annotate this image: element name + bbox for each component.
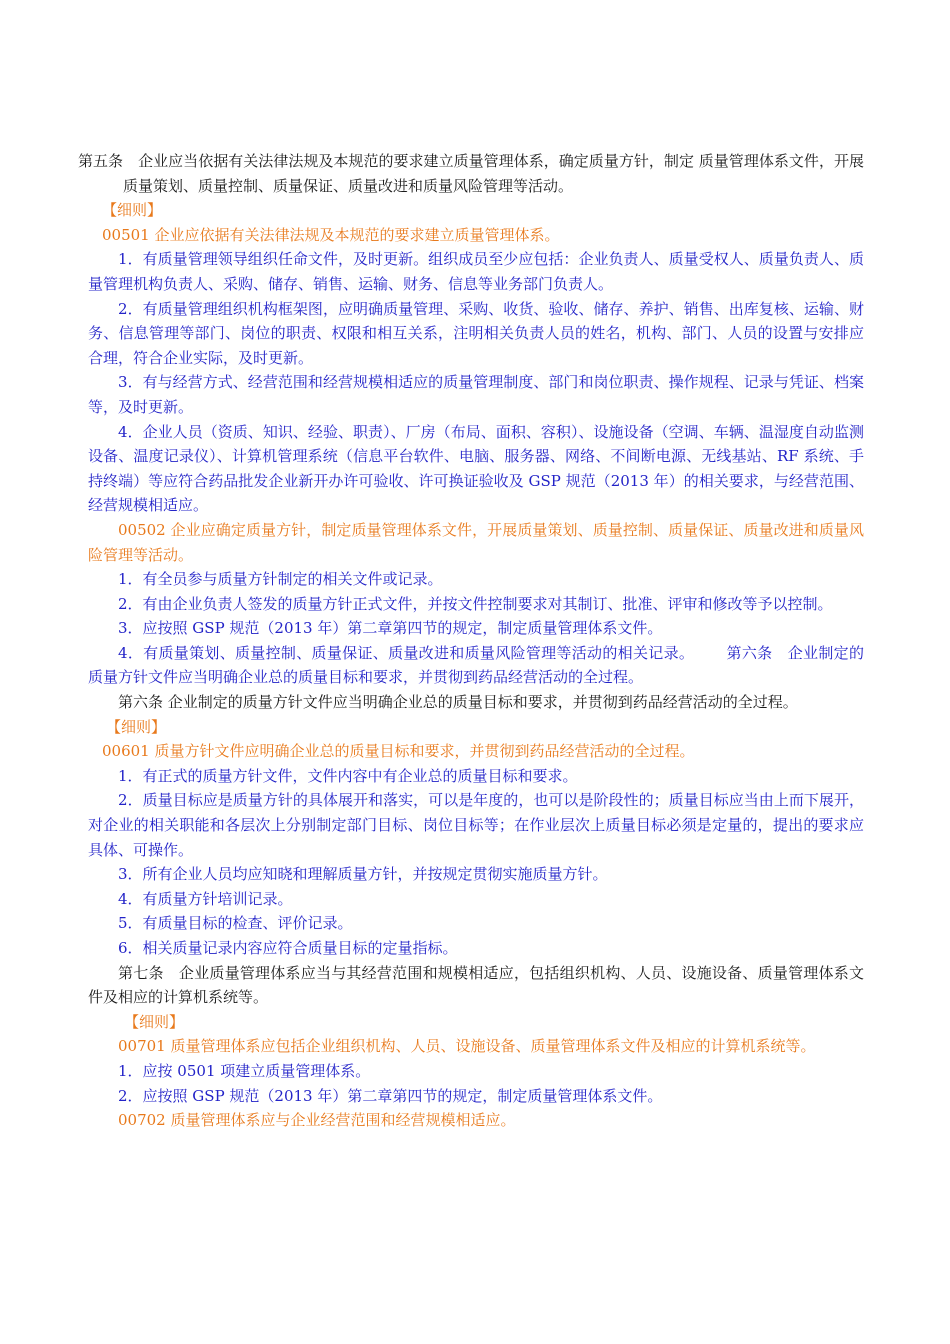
clause-00601-item-3: 3．所有企业人员均应知晓和理解质量方针，并按规定贯彻实施质量方针。 xyxy=(118,865,608,884)
clause-00601-item-6: 6．相关质量记录内容应符合质量目标的定量指标。 xyxy=(118,939,458,957)
rules-label: 【细则】 xyxy=(102,201,163,220)
clause-00702: 00702 质量管理体系应与企业经营范围和经营规模相适应。 xyxy=(118,1111,516,1130)
misplaced-article-6: 第六条 企业制定的质量方针文件应当明确企业总的质量目标和要求，并贯彻到药品经营活动的全过程。 xyxy=(88,643,864,687)
document-body xyxy=(78,149,864,1133)
clause-00501 xyxy=(88,223,864,248)
clause-00502-item-4 xyxy=(88,641,864,690)
clause-00601-item-5: 5．有质量目标的检查、评价记录。 xyxy=(118,914,353,933)
article-6: 第六条 企业制定的质量方针文件应当明确企业总的质量目标和要求，并贯彻到药品经营活动的全过程。 xyxy=(118,693,798,712)
clause-00501-item-1: 1．有质量管理领导组织任命文件，及时更新。组织成员至少应包括：企业负责人、质量受权人、质量负责人、质量管理机构负责人、采购、储存、销售、运输、财务、信息等业务部门负责人。 xyxy=(88,250,864,293)
clause-00502: 00502 企业应确定质量方针，制定质量管理体系文件，开展质量策划、质量控制、质量保证、质量改进和质量风险管理等活动。 xyxy=(88,520,864,564)
clause-00502-item-2: 2．有由企业负责人签发的质量方针正式文件，并按文件控制要求对其制订、批准、评审和修改等予以控制。 xyxy=(118,594,833,613)
clause-00502-item-1: 1．有全员参与质量方针制定的相关文件或记录。 xyxy=(118,570,443,589)
clause-00601 xyxy=(88,739,864,764)
clause-text: 企业应依据有关法律法规及本规范的要求建立质量管理体系。 xyxy=(154,225,560,244)
rules-label: 【细则】 xyxy=(124,1012,185,1031)
clause-00701-item-1: 1．应按 0501 项建立质量管理体系。 xyxy=(118,1061,371,1080)
clause-00501-item-3: 3．有与经营方式、经营范围和经营规模相适应的质量管理制度、部门和岗位职责、操作规程、记录与凭证、档案等，及时更新。 xyxy=(88,373,864,416)
clause-00701: 00701 质量管理体系应包括企业组织机构、人员、设施设备、质量管理体系文件及相应的计算机系统等。 xyxy=(118,1037,816,1056)
article-7: 第七条 企业质量管理体系应当与其经营范围和规模相适应，包括组织机构、人员、设施设备、质量管理体系文件及相应的计算机系统等。 xyxy=(88,963,864,1007)
clause-00601-item-2: 2．质量目标应是质量方针的具体展开和落实，可以是年度的，也可以是阶段性的；质量目标应当由上而下展开，对企业的相关职能和各层次上分别制定部门目标、岗位目标等；在作业层次上质量目标必须是定量的，提出的要求应具体、可操作。 xyxy=(88,791,864,859)
article-5: 第五条 企业应当依据有关法律法规及本规范的要求建立质量管理体系，确定质量方针，制定 质量管理体系文件，开展质量策划、质量控制、质量保证、质量改进和质量风险管理等活动。 xyxy=(78,152,864,195)
item-text: 4．有质量策划、质量控制、质量保证、质量改进和质量风险管理等活动的相关记录。 xyxy=(118,643,695,662)
clause-00501-item-2: 2．有质量管理组织机构框架图，应明确质量管理、采购、收货、验收、储存、养护、销售、出库复核、运输、财务、信息管理等部门、岗位的职责、权限和相互关系，注明相关负责人员的姓名，机构、部门、人员的设置与安排应合理，符合企业实际，及时更新。 xyxy=(88,299,864,367)
clause-00601-item-4: 4．有质量方针培训记录。 xyxy=(118,889,293,908)
clause-00501-item-4: 4．企业人员（资质、知识、经验、职责）、厂房（布局、面积、容积）、设施设备（空调、车辆、温湿度自动监测设备、温度记录仪）、计算机管理系统（信息平台软件、电脑、服务器、网络、不间断电源、无线基站、RF 系统、手持终端）等应符合药品批发企业新开办许可验收、许可换证验收及 GSP 规范（2013 年）的相关要求，与经营范围、经营规模相适应。 xyxy=(88,422,864,515)
rules-label: 【细则】 xyxy=(106,717,167,736)
clause-text: 质量方针文件应明确企业总的质量目标和要求，并贯彻到药品经营活动的全过程。 xyxy=(154,742,695,761)
clause-00601-item-1: 1．有正式的质量方针文件，文件内容中有企业总的质量目标和要求。 xyxy=(118,766,578,785)
clause-code: 00601 xyxy=(102,742,150,761)
clause-00502-item-3: 3．应按照 GSP 规范（2013 年）第二章第四节的规定，制定质量管理体系文件。 xyxy=(118,619,663,638)
clause-00701-item-2: 2．应按照 GSP 规范（2013 年）第二章第四节的规定，制定质量管理体系文件。 xyxy=(118,1086,663,1105)
clause-code: 00501 xyxy=(102,225,150,244)
